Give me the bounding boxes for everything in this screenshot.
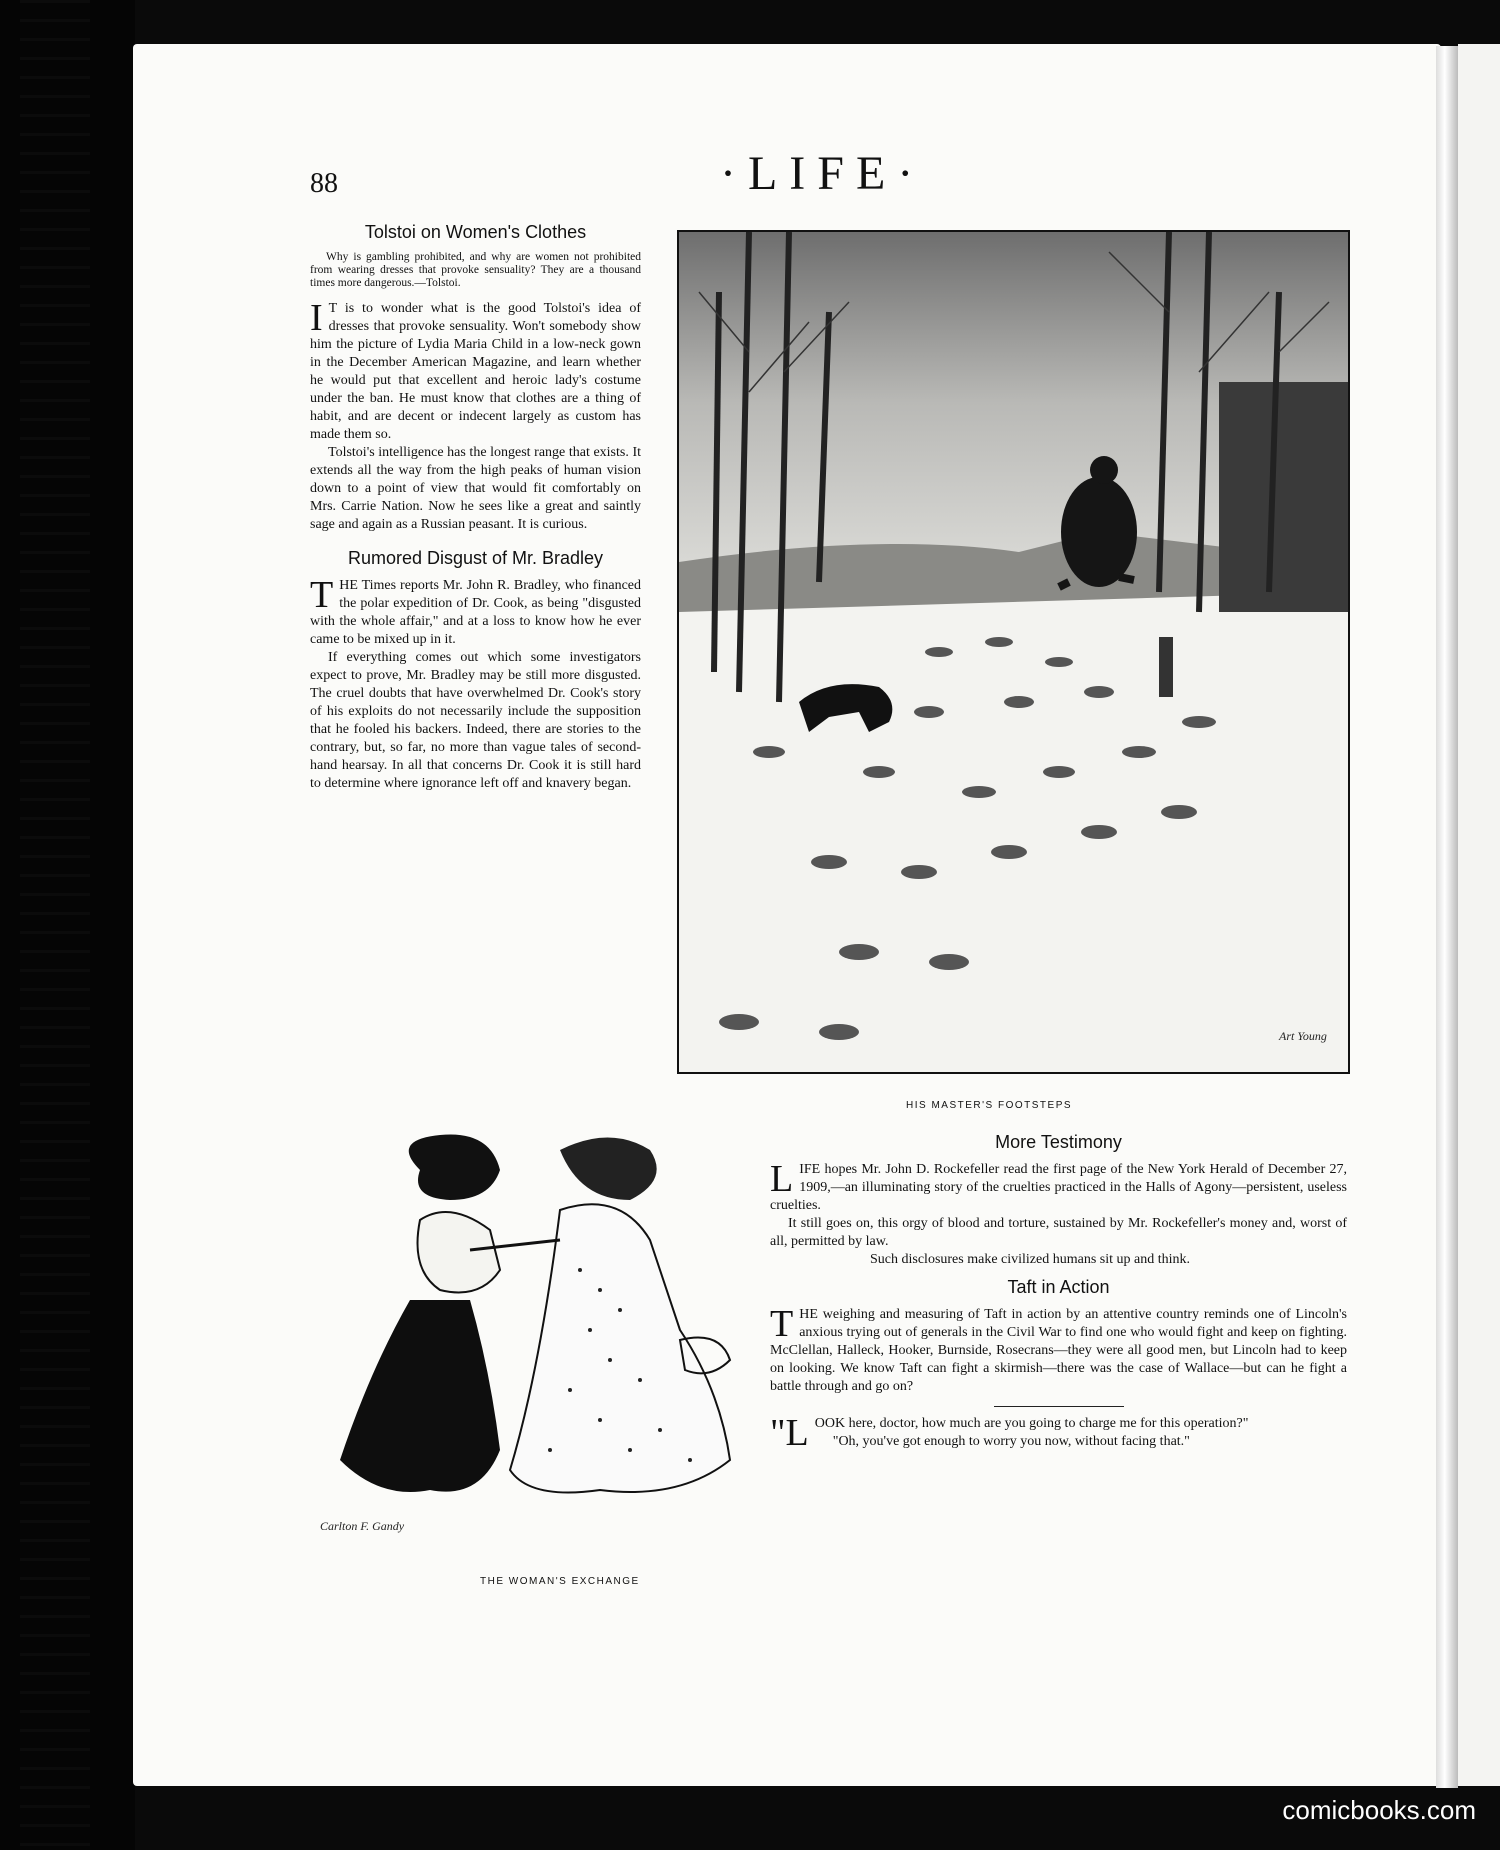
drop-cap: T [310, 574, 334, 616]
facing-page-edge [1458, 44, 1500, 1786]
page-spine [1436, 46, 1458, 1788]
illustration-womans-exchange [300, 1130, 830, 1550]
drop-cap: T [770, 1303, 794, 1345]
joke-paragraph: "LOOK here, doctor, how much are you going to charge me for this operation?" [770, 1412, 1249, 1454]
article-paragraph: Tolstoi's intelligence has the longest range that exists. It extends all the way from the high peaks of human vision down to a point of view that would fit comfortably on Mrs. Carrie Nation. Now he sees like a great and saintly sage and again as a Russian peasant. It is curious. [310, 445, 641, 532]
article-paragraph: If everything comes out which some investigators expect to prove, Mr. Bradley may be still more disgusted. The cruel doubts that have overwhelmed Dr. Cook's story of his exploits do not necessarily include the supposition that he fooled his backers. Indeed, there are stories to the contrary, but, so far, no more than vague tales of second-hand hearsay. In all that concerns Dr. Cook it is still hard to determine where ignorance left off and knavery began. [310, 650, 641, 791]
article-title: More Testimony [995, 1132, 1122, 1152]
scan-border [0, 0, 135, 1850]
snow-scene-drawing [679, 232, 1348, 1072]
article-paragraph: THE Times reports Mr. John R. Bradley, who financed the polar expedition of Dr. Cook, as being "disgusted with the whole affair," and at a loss to know how he ever came to be mixed up in it. [310, 574, 641, 647]
article-paragraph: I T is to wonder what is the good Tolstoi's idea of dresses that provoke sensuality. Won't somebody show him the picture of Lydia Maria Child in a low-neck gown in the December American Magazine, and learn whether he would put that excellent and heroic lady's costume under the ban. He must know that clothes are a thing of habit, and are decent or indecent largely as custom has made them so. [310, 297, 641, 442]
article-paragraph: LIFE hopes Mr. John D. Rockefeller read the first page of the New York Herald of December 27, 1909,—an illuminating story of the cruelties practiced in the Halls of Agony—persistent, useless cruelties. [770, 1158, 1347, 1213]
article-paragraph: Such disclosures make civilized humans sit up and think. [870, 1252, 1191, 1267]
drop-cap: "L [770, 1412, 809, 1454]
right-column [770, 1132, 1347, 1454]
article-title: Tolstoi on Women's Clothes [364, 222, 587, 242]
article-paragraph: THE weighing and measuring of Taft in action by an attentive country reminds one of Lincoln's anxious trying out of generals in the Civil War to find one who would fight and keep on fighting. McClellan, Halleck, Hooker, Burnside, Rosecrans—they were all good men, but Lincoln had to keep on looking. We know Taft can fight a skirmish—there was the case of Wallace—but can he fight a battle through and go on? [770, 1303, 1347, 1394]
two-women-drawing [300, 1130, 830, 1550]
watermark: comicbooks.com [1282, 1795, 1476, 1825]
left-column [310, 222, 641, 793]
artist-signature: Carlton F. Gandy [320, 1519, 405, 1533]
illustration-masters-footsteps [677, 230, 1350, 1074]
article-title: Rumored Disgust of Mr. Bradley [347, 548, 604, 568]
article-title: Taft in Action [1007, 1277, 1110, 1297]
illustration-caption: HIS MASTER'S FOOTSTEPS [906, 1100, 1073, 1111]
joke-paragraph: "Oh, you've got enough to worry you now, without facing that." [832, 1434, 1190, 1449]
drop-cap: I [310, 297, 323, 339]
divider-rule [994, 1406, 1124, 1407]
illustration-caption: THE WOMAN'S EXCHANGE [480, 1576, 640, 1587]
drop-cap: L [770, 1158, 794, 1200]
page-number: 88 [310, 168, 338, 199]
artist-signature: Art Young [1279, 1029, 1327, 1043]
article-paragraph: It still goes on, this orgy of blood and torture, sustained by Mr. Rockefeller's money and, worst of all, permitted by law. [770, 1216, 1347, 1249]
epigraph: Why is gambling prohibited, and why are women not prohibited from wearing dresses that provoke sensuality? They are a thousand times more dangerous.—Tolstoi. [310, 251, 641, 289]
masthead: ·LIFE· [720, 147, 926, 200]
